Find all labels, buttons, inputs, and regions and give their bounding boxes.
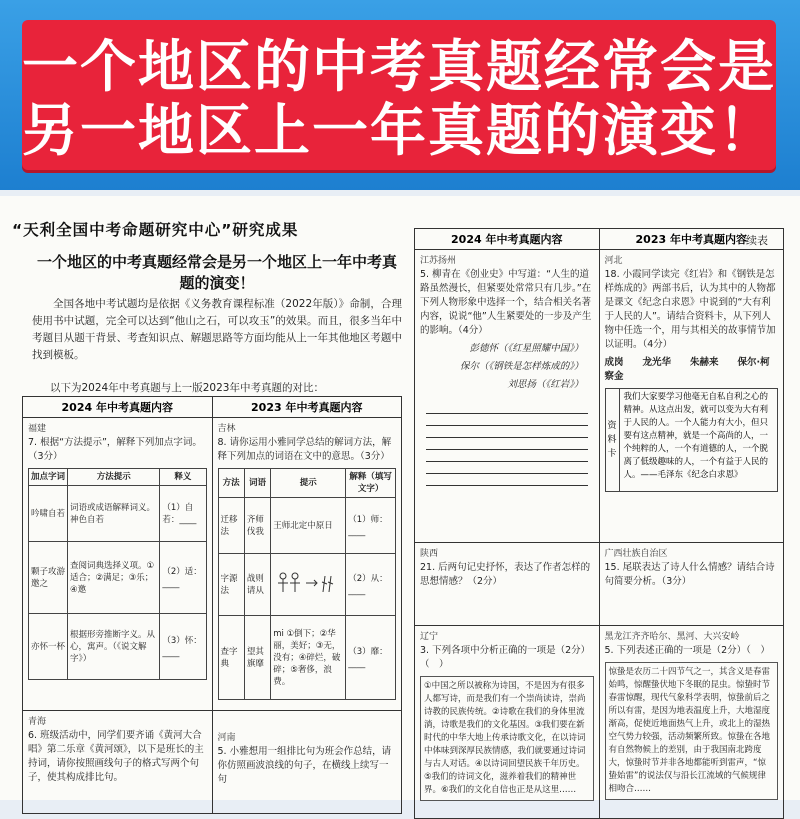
cell-2024-fujian [23,418,213,711]
question-text: 18. 小霞同学读完《红岩》和《钢铁是怎样炼成的》两部书后，认为其中的人物都是课文《纪念白求恩》中说到的“大有利于人民的人”。请结合资料卡，从下列人物中任选一个，用与其相关的故事情节加以证明。（4分） [604,269,776,350]
region-label: 河南 [217,733,236,743]
answer-field[interactable]: （2）适：____ [160,542,206,614]
character-names: 成岗 龙光华 朱赫来 保尔·柯察金 [604,357,770,382]
mini-cell: 吟啸自若 [29,486,68,542]
method-table-right [218,468,397,700]
column-header-2023: 2023 年中考真题内容 [599,229,784,250]
mini-cell: 望其旗靡 [244,616,270,700]
cell-2024-shaanxi [415,543,600,626]
intro-paragraph: 全国各地中考试题均是依据《义务教育课程标准（2022年版）》命制，合理使用书中试题，完全可以达到“他山之石，可以攻玉”的效果。而且，很多当年中考题目从题干背景、考查知识点、解题思路等方面均能从上一年其他地区考题中找到模板。 [32,298,402,361]
answer-line[interactable] [426,450,588,462]
document-page [0,196,800,800]
mini-cell: 查阅词典选择义项。①适合；②满足；③乐；④邀 [68,542,160,614]
intro-title: 一个地区的中考真题经常会是另一个地区上一年中考真题的演变！ [36,253,397,292]
mini-header: 释义 [160,469,206,486]
cell-2024-liaoning [415,626,600,819]
cell-2023-henan [212,711,402,814]
data-card [605,388,779,492]
answer-field[interactable]: （3）怀：____ [160,614,206,680]
mini-cell: 颗子攻游邀之 [29,542,68,614]
cell-2023-heilongjiang [599,626,784,819]
mini-cell: 王师北定中原日 [271,498,346,554]
answer-field[interactable]: （1）自若：____ [160,486,206,542]
question-text: 3. 下列各项中分析正确的一项是（2分）（ ） [420,645,591,670]
cell-2024-qinghai [23,711,213,814]
mini-header: 方法 [218,469,244,498]
answer-line[interactable] [426,414,588,426]
question-text: 21. 后两句记史抒怀，表达了作者怎样的思想情感？（2分） [420,562,591,587]
mini-cell: 亦怀一杯 [29,614,68,680]
answer-field[interactable]: （1）师：____ [346,498,396,554]
option-item: 保尔（《钢铁是怎样炼成的》） [459,361,584,372]
region-label: 青海 [28,717,47,727]
mini-header: 加点字词 [29,469,68,486]
option-item: 刘思扬（《红岩》） [507,379,584,390]
mini-cell: 根据形旁推断字义。从心，寓声。（《说文解字》） [68,614,160,680]
method-table-left [28,468,207,680]
mini-header: 提示 [271,469,346,498]
question-text: 5. 下列表述正确的一项是（2分）（ ） [604,645,770,656]
region-label: 辽宁 [420,632,439,642]
option-item: 彭德怀（《红星照耀中国》） [469,343,584,354]
region-label: 福建 [28,424,47,434]
question-text: 15. 尾联表达了诗人什么情感？请结合诗句简要分析。（3分） [604,562,775,587]
character-evolution-figure [271,554,346,616]
cell-2024-yangzhou [415,250,600,543]
mini-header: 方法提示 [68,469,160,486]
column-header-2024: 2024 年中考真题内容 [23,397,213,418]
question-text: 8. 请你运用小雅同学总结的解词方法，解释下列加点的词语在文中的意思。（3分） [217,437,392,462]
question-text: 6. 班级活动中，同学们要齐诵《黄河大合唱》第二乐章《黄河颂》，以下是班长的主持词，请你按照画线句子的格式写两个句子，使其构成排比句。 [28,730,204,783]
mini-cell: mi ①倒下；②华丽，美好；③无，没有；④碎烂，破碎；⑤奢侈，浪费。 [271,616,346,700]
answer-line[interactable] [426,474,588,486]
data-card-label: 资料卡 [606,389,620,491]
region-label: 吉林 [217,424,236,434]
answer-line[interactable] [426,402,588,414]
mini-cell: 战则请从 [244,554,270,616]
cell-2023-guangxi [599,543,784,626]
answer-field[interactable]: （2）从：____ [346,554,396,616]
intro-paragraph-2: 以下为2024年中考真题与上一版2023年中考真题的对比： [50,382,324,394]
ancient-character-glyphs [273,568,343,598]
continued-label: 续表 [746,234,768,247]
page-header: “天利全国中考命题研究中心”研究成果 [12,221,299,239]
question-text: 5. 柳青在《创业史》中写道：“人生的道路虽然漫长，但紧要处常常只有几步。”在下列人物形象中选择一个，结合相关名著内容，说说“他”人生紧要处的一步及产生的影响。（4分） [420,269,592,336]
question-text: 7. 根据“方法提示”，解释下列加点字词。（3分） [28,437,202,462]
mini-cell: 迁移法 [218,498,244,554]
answer-field[interactable]: （3）靡：____ [346,616,396,700]
quote-box: 惊蛰是农历二十四节气之一，其含义是春雷始鸣，惊醒蛰伏地下冬眠的昆虫。惊蛰时节春雷惊醒，现代气象科学表明，惊蛰前后之所以有雷，是因为地表温度上升，大地湿度渐高，促使近地面热气上升，或北上的湿热空气势力较强，活动频繁所致。惊蛰在各地有自然物候上的差别，由于我国南北跨度大，惊蛰时节并非各地都能听到雷声，“惊蛰始雷”的说法仅与沿长江流域的气候规律相吻合…… [605,662,779,800]
quote-box: ①中国之所以被称为诗国，不是因为有很多人都写诗，而是我们有一个崇尚读诗，崇尚诗教的民族传统。②诗歌在我们的身体里流淌，诗歌是我们的文化基因。③我们要在新时代的中华大地上传承诗歌文化，在以诗词中体味到深厚民族情感，我们就要通过诗词与古人对话。④以诗词回望民族千年历史。⑤我们的诗词文化，滋养着我们的精神世界。⑥我们的文化自信也正是从这里…… [420,676,594,801]
mini-cell: 字源法 [218,554,244,616]
comparison-table-left [22,396,402,814]
data-card-text: 我们大家要学习他毫无自私自利之心的精神。从这点出发，就可以变为大有利于人民的人。一个人能力有大小，但只要有这点精神，就是一个高尚的人，一个纯粹的人，一个有道德的人，一个脱离了低级趣味的人，一个有益于人民的人。——毛泽东《纪念白求恩》 [623,392,769,480]
answer-line[interactable] [426,438,588,450]
answer-line[interactable] [426,426,588,438]
region-label: 广西壮族自治区 [604,549,668,559]
region-label: 江苏扬州 [420,256,457,266]
headline-line-1: 一个地区的中考真题经常会是 [22,35,776,100]
mini-cell: 词语或成语解释词义。神色自若 [68,486,160,542]
headline-line-2: 另一地区上一年真题的演变！ [22,99,776,164]
region-label: 黑龙江齐齐哈尔、黑河、大兴安岭 [604,632,740,642]
mini-header: 解释（填写文字） [346,469,396,498]
question-text: 5. 小雅想用一组排比句为班会作总结，请你仿照画波浪线的句子，在横线上续写一句 [217,746,392,785]
region-label: 陕西 [420,549,439,559]
column-header-2023: 2023 年中考真题内容 [212,397,402,418]
headline-banner [22,20,776,170]
cell-2023-jilin [212,418,402,711]
mini-header: 词语 [244,469,270,498]
comparison-table-right [414,228,784,819]
column-header-2024: 2024 年中考真题内容 [415,229,600,250]
region-label: 河北 [604,256,623,266]
mini-cell: 齐师伐我 [244,498,270,554]
cell-2023-hebei [599,250,784,543]
answer-line[interactable] [426,462,588,474]
mini-cell: 查字典 [218,616,244,700]
